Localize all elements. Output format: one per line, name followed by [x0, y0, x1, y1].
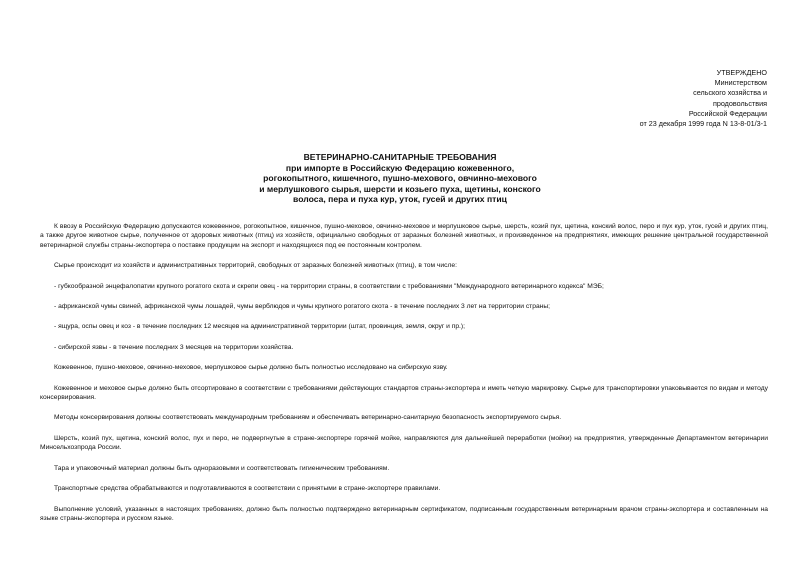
- approval-line-approved: УТВЕРЖДЕНО: [716, 68, 767, 77]
- title-line-1: ВЕТЕРИНАРНО-САНИТАРНЫЕ ТРЕБОВАНИЯ: [303, 152, 497, 162]
- title-line-3: рогокопытного, кишечного, пушно-мехового, овчинно-мехового: [263, 173, 537, 184]
- document-title: [200, 152, 600, 205]
- approval-line-agriculture: сельского хозяйства и: [693, 88, 767, 98]
- list-item-anthrax: - сибирской язвы - в течение последних 3 месяцев на территории хозяйства.: [54, 343, 294, 351]
- paragraph-certificate: Выполнение условий, указанных в настоящих требованиях, должно быть полностью подтверждено ветеринарным сертификатом, подписанным государственным ветеринарным врачом страны-экспортера и составленным на языке страны-экспортера и русском языке.: [40, 505, 768, 522]
- list-item-foot-and-mouth: - ящура, оспы овец и коз - в течение последних 12 месяцев на административной территории (штат, провинция, земля, округ и пр.);: [54, 323, 465, 331]
- document-body: [40, 222, 768, 523]
- approval-line-ministry: Министерством: [714, 78, 767, 88]
- title-line-5: волоса, пера и пуха кур, уток, гусей и других птиц: [293, 194, 507, 205]
- paragraph-packaging: Тара и упаковочный материал должны быть одноразовыми и соответствовать гигиеническим требованиям.: [54, 464, 390, 472]
- list-item-bse: - губкообразной энцефалопатии крупного рогатого скота и скрепи овец - на территории страны, в соответствии с требованиями "Международного ветеринарного кодекса" МЭБ;: [54, 282, 604, 290]
- title-line-4: и мерлушкового сырья, шерсти и козьего пуха, щетины, конского: [259, 183, 541, 194]
- paragraph-anthrax-testing: Кожевенное, пушно-меховое, овчинно-меховое, мерлушковое сырье должно быть полностью исследовано на сибирскую язву.: [54, 364, 448, 372]
- paragraph-origin-conditions: Сырье происходит из хозяйств и административных территорий, свободных от заразных болезней животных (птиц), в том числе:: [54, 262, 457, 270]
- paragraph-import-admission: К ввозу в Российскую Федерацию допускаются кожевенное, рогокопытное, кишечное, пушно-меховое, овчинно-меховое и мерлушковое сырье, шерсть, козий пух, щетина, конский волос, перо и пух кур, уток, гусей и других птиц, а также другое животное сырье, полученное от здоровых животных (птиц) из хозяйств, официально свободных от заразных болезней животных, и произведенное на предприятиях, имеющих решение центральной государственной ветеринарной службы страны-экспортера о поставке продукции на экспорт и находящихся под ее постоянным контролем.: [40, 223, 768, 249]
- paragraph-wool-processing: Шерсть, козий пух, щетина, конский волос, пух и перо, не подвергнутые в стране-экспортере горячей мойке, направляются для дальнейшей переработки (мойки) на предприятия, утвержденные Департаментом ветеринарии Минсельхозпрода России.: [40, 434, 768, 452]
- paragraph-sorting-marking: Кожевенное и меховое сырье должно быть отсортировано в соответствии с требованиями действующих стандартов страны-экспортера и иметь четкую маркировку. Сырье для транспортировки упаковывается по видам и методу консервирования.: [40, 384, 768, 402]
- paragraph-preservation-methods: Методы консервирования должны соответствовать международным требованиям и обеспечивать ветеринарно-санитарную безопасность экспортируемого сырья.: [54, 414, 562, 422]
- approval-stamp: [640, 68, 767, 129]
- title-line-2: при импорте в Российскую Федерацию кожевенного,: [285, 162, 515, 173]
- approval-line-food: продовольствия: [712, 98, 767, 108]
- list-item-african-swine-fever: - африканской чумы свиней, африканской чумы лошадей, чумы верблюдов и чумы крупного рогатого скота - в течение последних 3 лет на территории страны;: [54, 303, 551, 311]
- approval-line-date: от 23 декабря 1999 года N 13-8-01/3-1: [639, 119, 767, 129]
- approval-line-country: Российской Федерации: [688, 108, 767, 118]
- paragraph-transport: Транспортные средства обрабатываются и подготавливаются в соответствии с принятыми в стране-экспортере правилами.: [54, 485, 441, 493]
